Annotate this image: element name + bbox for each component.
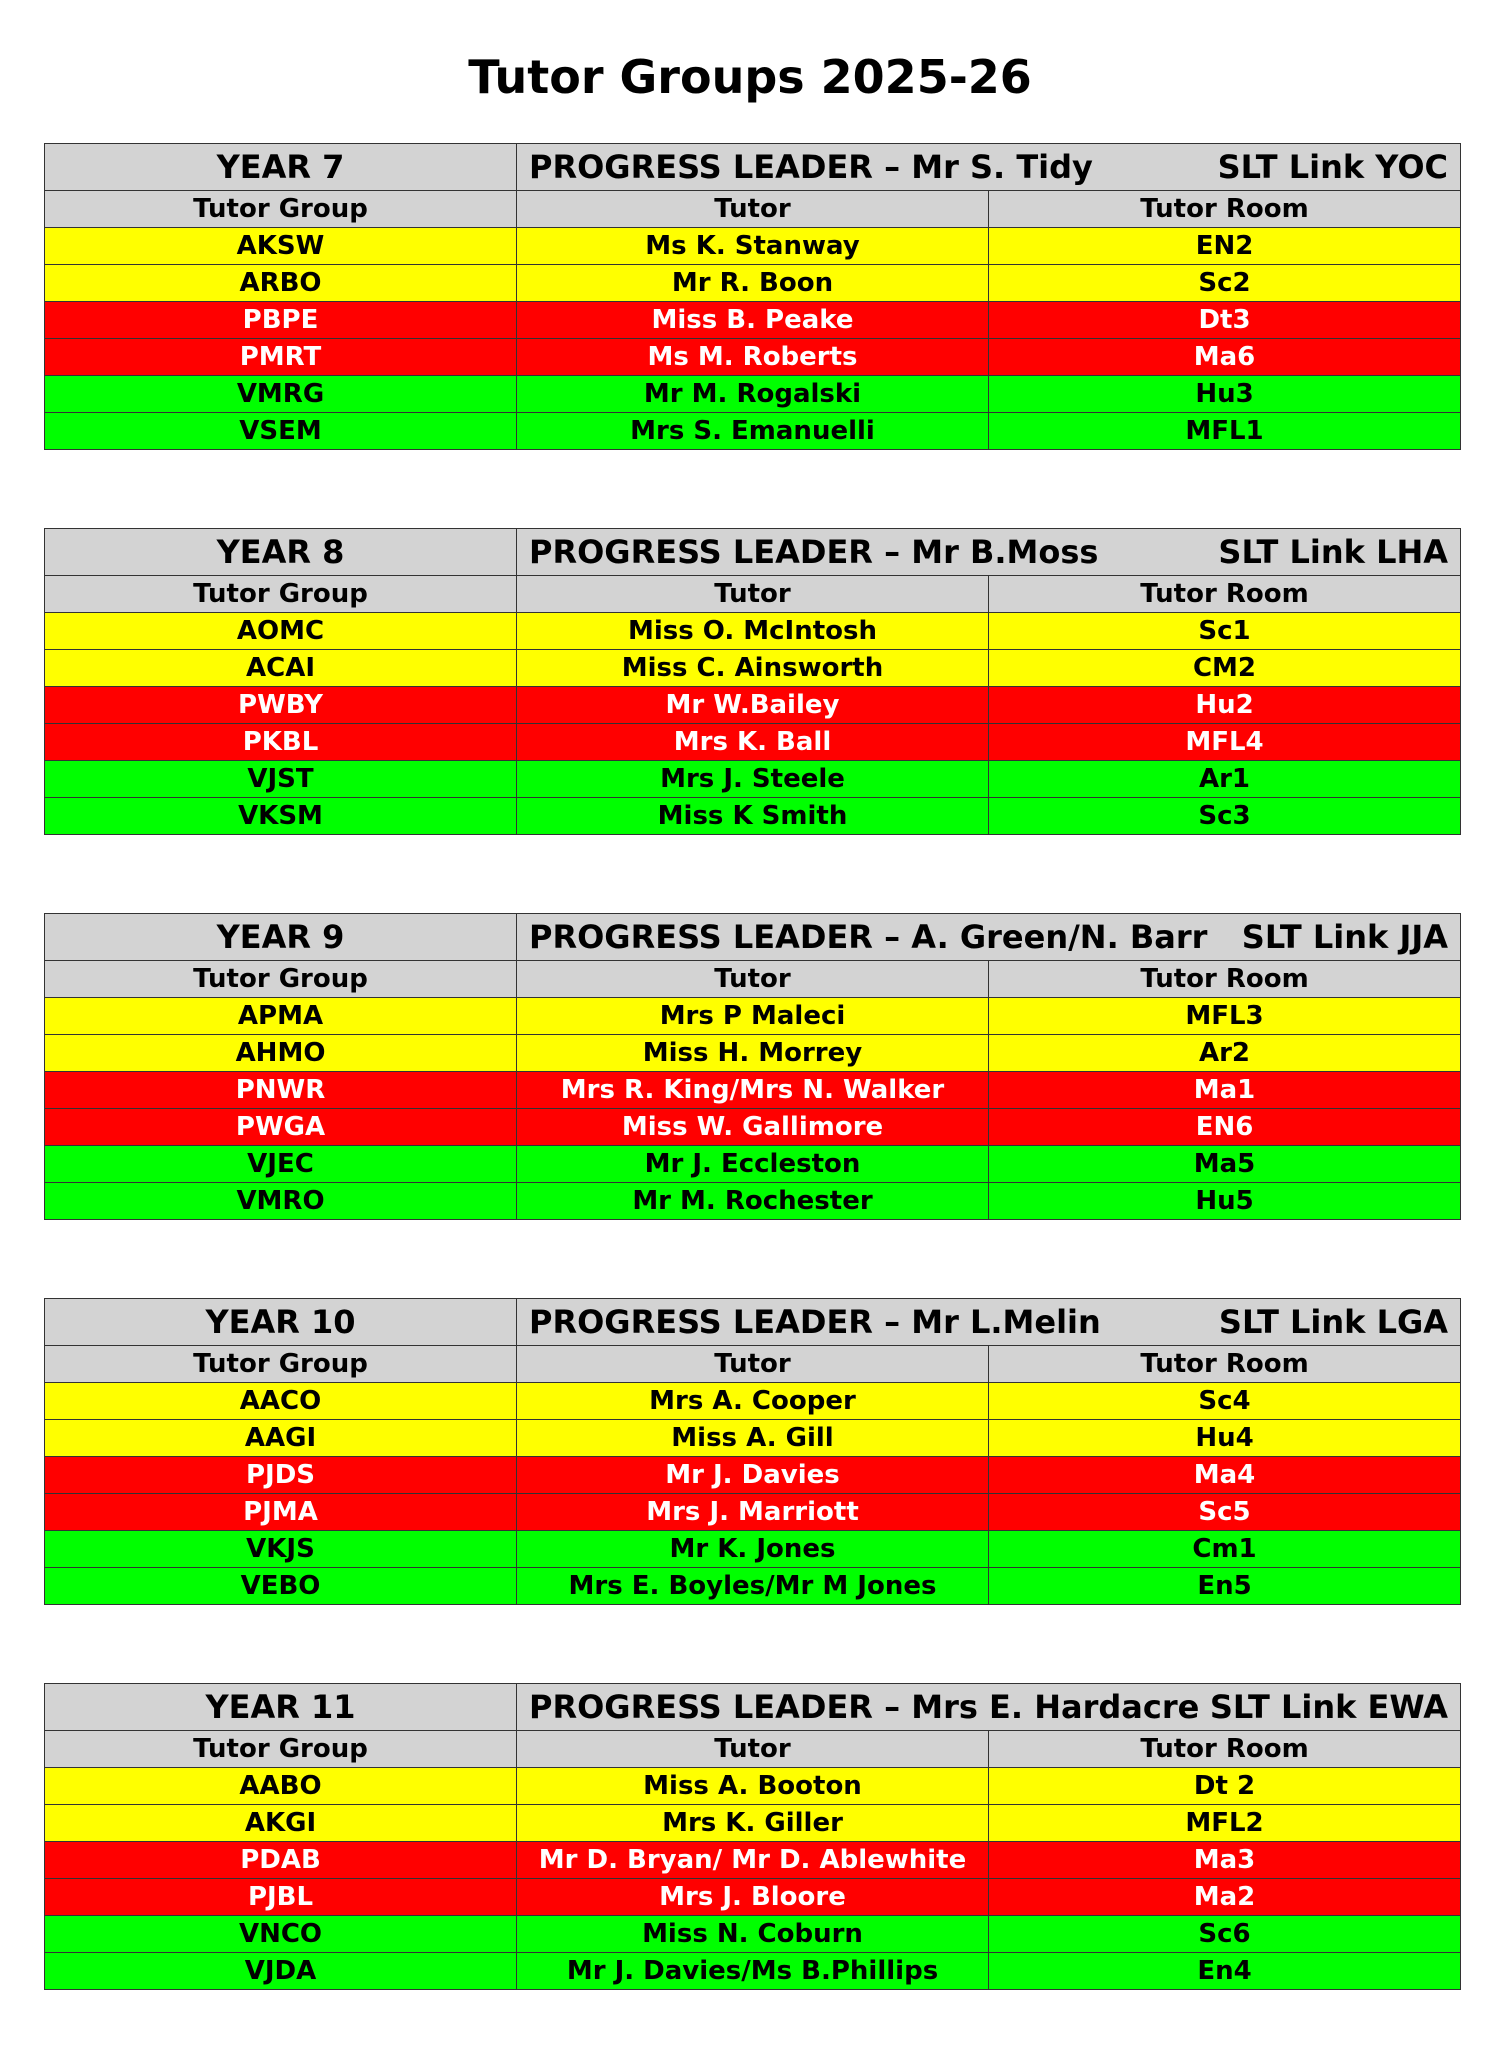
table-row bbox=[45, 1531, 1461, 1568]
tutor-room-cell: CM2 bbox=[989, 650, 1461, 687]
tutor-room-cell: Ma1 bbox=[989, 1072, 1461, 1109]
tutor-group-cell: AHMO bbox=[45, 1035, 517, 1072]
tutor-table bbox=[44, 913, 1461, 1220]
leader-cell bbox=[517, 914, 1461, 961]
slt-link: SLT Link YOC bbox=[1217, 148, 1448, 186]
tutor-room-cell: Sc5 bbox=[989, 1494, 1461, 1531]
tutor-room-cell: Sc6 bbox=[989, 1916, 1461, 1953]
table-row bbox=[45, 1805, 1461, 1842]
tutor-group-cell: PBPE bbox=[45, 302, 517, 339]
tutor-cell: Mrs K. Ball bbox=[517, 724, 989, 761]
progress-leader: PROGRESS LEADER – Mrs E. Hardacre bbox=[529, 1688, 1200, 1726]
tutor-room-cell: Ma6 bbox=[989, 339, 1461, 376]
tutor-cell: Mr M. Rogalski bbox=[517, 376, 989, 413]
tutor-cell: Ms K. Stanway bbox=[517, 228, 989, 265]
tutor-cell: Mr J. Eccleston bbox=[517, 1146, 989, 1183]
col-header-tutor-group: Tutor Group bbox=[45, 191, 517, 228]
table-row bbox=[45, 1457, 1461, 1494]
table-row bbox=[45, 1109, 1461, 1146]
leader-cell bbox=[517, 144, 1461, 191]
col-header-tutor: Tutor bbox=[517, 1731, 989, 1768]
tutor-cell: Mrs P Maleci bbox=[517, 998, 989, 1035]
year-header-row bbox=[45, 529, 1461, 576]
slt-link: SLT Link LGA bbox=[1218, 1303, 1449, 1341]
tutor-group-cell: VKJS bbox=[45, 1531, 517, 1568]
tutor-room-cell: Ma5 bbox=[989, 1146, 1461, 1183]
year-8-table bbox=[44, 528, 1460, 835]
tutor-cell: Mr J. Davies bbox=[517, 1457, 989, 1494]
tutor-group-cell: VEBO bbox=[45, 1568, 517, 1605]
tutor-group-cell: PMRT bbox=[45, 339, 517, 376]
tutor-room-cell: Cm1 bbox=[989, 1531, 1461, 1568]
tutor-cell: Mrs J. Bloore bbox=[517, 1879, 989, 1916]
tutor-cell: Mr W.Bailey bbox=[517, 687, 989, 724]
tutor-table bbox=[44, 1683, 1461, 1990]
tutor-group-cell: ACAI bbox=[45, 650, 517, 687]
tutor-cell: Miss A. Booton bbox=[517, 1768, 989, 1805]
tutor-room-cell: Ar1 bbox=[989, 761, 1461, 798]
year-label: YEAR 11 bbox=[45, 1684, 517, 1731]
table-row bbox=[45, 413, 1461, 450]
table-row bbox=[45, 1842, 1461, 1879]
table-row bbox=[45, 1146, 1461, 1183]
table-row bbox=[45, 339, 1461, 376]
table-row bbox=[45, 1383, 1461, 1420]
table-row bbox=[45, 761, 1461, 798]
table-row bbox=[45, 1494, 1461, 1531]
tutor-group-cell: PDAB bbox=[45, 1842, 517, 1879]
tutor-room-cell: Sc4 bbox=[989, 1383, 1461, 1420]
year-label: YEAR 7 bbox=[45, 144, 517, 191]
slt-link: SLT Link JJA bbox=[1241, 918, 1449, 956]
tutor-room-cell: Dt 2 bbox=[989, 1768, 1461, 1805]
tutor-group-cell: PKBL bbox=[45, 724, 517, 761]
table-row bbox=[45, 1183, 1461, 1220]
tutor-group-cell: ARBO bbox=[45, 265, 517, 302]
tutor-cell: Mrs A. Cooper bbox=[517, 1383, 989, 1420]
tutor-cell: Miss N. Coburn bbox=[517, 1916, 989, 1953]
col-header-tutor: Tutor bbox=[517, 576, 989, 613]
tutor-room-cell: Hu3 bbox=[989, 376, 1461, 413]
table-row bbox=[45, 1768, 1461, 1805]
table-row bbox=[45, 1420, 1461, 1457]
tutor-room-cell: Hu5 bbox=[989, 1183, 1461, 1220]
tutor-cell: Miss O. McIntosh bbox=[517, 613, 989, 650]
tutor-group-cell: VMRO bbox=[45, 1183, 517, 1220]
table-row bbox=[45, 376, 1461, 413]
year-header-row bbox=[45, 1299, 1461, 1346]
tutor-room-cell: Ar2 bbox=[989, 1035, 1461, 1072]
column-header-row bbox=[45, 961, 1461, 998]
tutor-group-cell: PWGA bbox=[45, 1109, 517, 1146]
leader-cell bbox=[517, 529, 1461, 576]
col-header-tutor: Tutor bbox=[517, 1346, 989, 1383]
col-header-tutor-group: Tutor Group bbox=[45, 961, 517, 998]
tutor-group-cell: VJDA bbox=[45, 1953, 517, 1990]
tutor-cell: Miss B. Peake bbox=[517, 302, 989, 339]
year-11-table bbox=[44, 1683, 1460, 1990]
table-row bbox=[45, 998, 1461, 1035]
tutor-cell: Mrs J. Steele bbox=[517, 761, 989, 798]
column-header-row bbox=[45, 1346, 1461, 1383]
leader-cell bbox=[517, 1299, 1461, 1346]
col-header-tutor-group: Tutor Group bbox=[45, 576, 517, 613]
table-row bbox=[45, 228, 1461, 265]
col-header-tutor: Tutor bbox=[517, 191, 989, 228]
table-row bbox=[45, 1568, 1461, 1605]
tutor-group-cell: VJEC bbox=[45, 1146, 517, 1183]
col-header-tutor-room: Tutor Room bbox=[989, 576, 1461, 613]
year-10-table bbox=[44, 1298, 1460, 1605]
tutor-group-cell: AOMC bbox=[45, 613, 517, 650]
tutor-cell: Mr J. Davies/Ms B.Phillips bbox=[517, 1953, 989, 1990]
tutor-room-cell: MFL3 bbox=[989, 998, 1461, 1035]
table-row bbox=[45, 1072, 1461, 1109]
tutor-group-cell: PWBY bbox=[45, 687, 517, 724]
progress-leader: PROGRESS LEADER – Mr S. Tidy bbox=[529, 148, 1093, 186]
tutor-cell: Mrs E. Boyles/Mr M Jones bbox=[517, 1568, 989, 1605]
tutor-group-cell: VJST bbox=[45, 761, 517, 798]
tutor-cell: Mrs K. Giller bbox=[517, 1805, 989, 1842]
progress-leader: PROGRESS LEADER – Mr B.Moss bbox=[529, 533, 1099, 571]
table-row bbox=[45, 724, 1461, 761]
tutor-cell: Miss W. Gallimore bbox=[517, 1109, 989, 1146]
tutor-room-cell: Ma3 bbox=[989, 1842, 1461, 1879]
table-row bbox=[45, 1879, 1461, 1916]
table-row bbox=[45, 1916, 1461, 1953]
tutor-group-cell: VSEM bbox=[45, 413, 517, 450]
progress-leader: PROGRESS LEADER – A. Green/N. Barr bbox=[529, 918, 1208, 956]
tutor-room-cell: Ma4 bbox=[989, 1457, 1461, 1494]
year-9-table bbox=[44, 913, 1460, 1220]
tutor-room-cell: Sc2 bbox=[989, 265, 1461, 302]
table-row bbox=[45, 302, 1461, 339]
tutor-cell: Ms M. Roberts bbox=[517, 339, 989, 376]
tutor-table bbox=[44, 1298, 1461, 1605]
col-header-tutor-group: Tutor Group bbox=[45, 1346, 517, 1383]
tutor-group-cell: VMRG bbox=[45, 376, 517, 413]
tutor-group-cell: VNCO bbox=[45, 1916, 517, 1953]
col-header-tutor-room: Tutor Room bbox=[989, 191, 1461, 228]
col-header-tutor: Tutor bbox=[517, 961, 989, 998]
tutor-table bbox=[44, 528, 1461, 835]
tutor-room-cell: En4 bbox=[989, 1953, 1461, 1990]
tutor-cell: Mrs J. Marriott bbox=[517, 1494, 989, 1531]
tutor-room-cell: Hu2 bbox=[989, 687, 1461, 724]
table-row bbox=[45, 1035, 1461, 1072]
year-label: YEAR 10 bbox=[45, 1299, 517, 1346]
table-row bbox=[45, 687, 1461, 724]
table-row bbox=[45, 650, 1461, 687]
tutor-group-cell: AKSW bbox=[45, 228, 517, 265]
tutor-room-cell: Dt3 bbox=[989, 302, 1461, 339]
year-7-table bbox=[44, 143, 1460, 450]
table-row bbox=[45, 265, 1461, 302]
tutor-group-cell: PJMA bbox=[45, 1494, 517, 1531]
tutor-cell: Mrs R. King/Mrs N. Walker bbox=[517, 1072, 989, 1109]
tutor-group-cell: AKGI bbox=[45, 1805, 517, 1842]
column-header-row bbox=[45, 191, 1461, 228]
tutor-cell: Miss H. Morrey bbox=[517, 1035, 989, 1072]
slt-link: SLT Link EWA bbox=[1209, 1688, 1449, 1726]
column-header-row bbox=[45, 576, 1461, 613]
col-header-tutor-room: Tutor Room bbox=[989, 961, 1461, 998]
tutor-group-cell: PJDS bbox=[45, 1457, 517, 1494]
page-title: Tutor Groups 2025-26 bbox=[468, 50, 1032, 104]
tutor-room-cell: Ma2 bbox=[989, 1879, 1461, 1916]
tutor-group-cell: APMA bbox=[45, 998, 517, 1035]
table-row bbox=[45, 1953, 1461, 1990]
year-label: YEAR 8 bbox=[45, 529, 517, 576]
progress-leader: PROGRESS LEADER – Mr L.Melin bbox=[529, 1303, 1101, 1341]
tutor-group-cell: AAGI bbox=[45, 1420, 517, 1457]
tutor-cell: Mr K. Jones bbox=[517, 1531, 989, 1568]
col-header-tutor-room: Tutor Room bbox=[989, 1731, 1461, 1768]
year-header-row bbox=[45, 1684, 1461, 1731]
tutor-cell: Mrs S. Emanuelli bbox=[517, 413, 989, 450]
tutor-table bbox=[44, 143, 1461, 450]
column-header-row bbox=[45, 1731, 1461, 1768]
tutor-cell: Miss A. Gill bbox=[517, 1420, 989, 1457]
tutor-room-cell: EN6 bbox=[989, 1109, 1461, 1146]
tutor-room-cell: Hu4 bbox=[989, 1420, 1461, 1457]
tutor-room-cell: Sc1 bbox=[989, 613, 1461, 650]
year-header-row bbox=[45, 914, 1461, 961]
col-header-tutor-room: Tutor Room bbox=[989, 1346, 1461, 1383]
tutor-cell: Mr D. Bryan/ Mr D. Ablewhite bbox=[517, 1842, 989, 1879]
year-label: YEAR 9 bbox=[45, 914, 517, 961]
tutor-cell: Miss K Smith bbox=[517, 798, 989, 835]
table-row bbox=[45, 613, 1461, 650]
slt-link: SLT Link LHA bbox=[1218, 533, 1448, 571]
tutor-group-cell: VKSM bbox=[45, 798, 517, 835]
tutor-cell: Mr R. Boon bbox=[517, 265, 989, 302]
tutor-group-cell: AABO bbox=[45, 1768, 517, 1805]
tutor-room-cell: Sc3 bbox=[989, 798, 1461, 835]
tutor-cell: Mr M. Rochester bbox=[517, 1183, 989, 1220]
tutor-room-cell: En5 bbox=[989, 1568, 1461, 1605]
tutor-cell: Miss C. Ainsworth bbox=[517, 650, 989, 687]
table-row bbox=[45, 798, 1461, 835]
tutor-room-cell: MFL2 bbox=[989, 1805, 1461, 1842]
tutor-room-cell: EN2 bbox=[989, 228, 1461, 265]
leader-cell bbox=[517, 1684, 1461, 1731]
tutor-group-cell: PNWR bbox=[45, 1072, 517, 1109]
tutor-room-cell: MFL4 bbox=[989, 724, 1461, 761]
tutor-room-cell: MFL1 bbox=[989, 413, 1461, 450]
col-header-tutor-group: Tutor Group bbox=[45, 1731, 517, 1768]
year-header-row bbox=[45, 144, 1461, 191]
tutor-group-cell: PJBL bbox=[45, 1879, 517, 1916]
tutor-group-cell: AACO bbox=[45, 1383, 517, 1420]
